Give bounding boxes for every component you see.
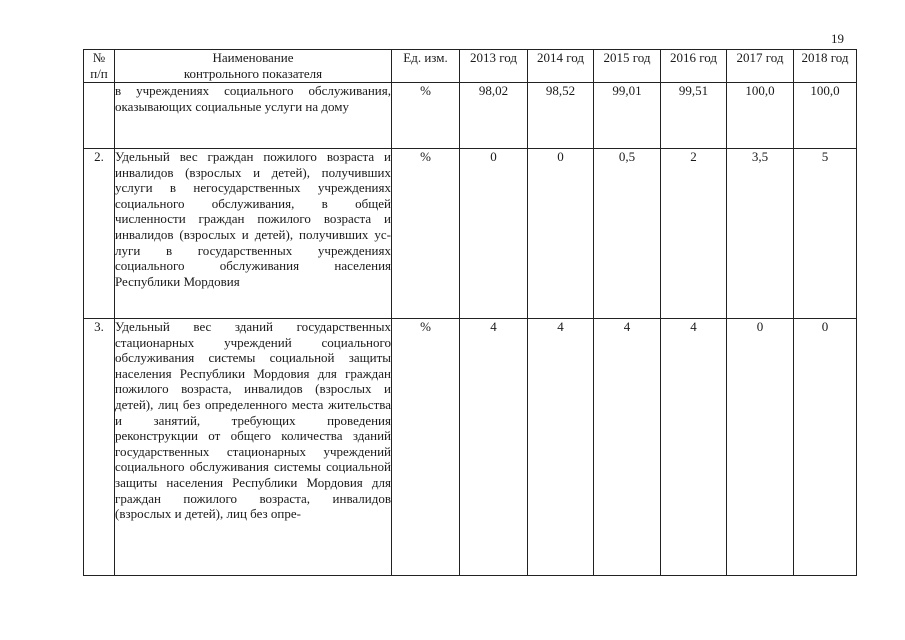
header-number-line2: п/п xyxy=(90,65,108,81)
value-2014: 0 xyxy=(528,149,594,319)
header-number-line1: № xyxy=(92,50,106,65)
table-row xyxy=(84,83,857,149)
unit-cell: % xyxy=(392,83,460,149)
indicators-table xyxy=(83,49,857,576)
header-year-2015: 2015 год xyxy=(594,50,661,83)
value-2014: 98,52 xyxy=(528,83,594,149)
value-2017: 100,0 xyxy=(727,83,794,149)
value-2018: 100,0 xyxy=(794,83,857,149)
value-2015: 99,01 xyxy=(594,83,661,149)
header-year-2014: 2014 год xyxy=(528,50,594,83)
header-year-2017: 2017 год xyxy=(727,50,794,83)
value-2013: 0 xyxy=(460,149,528,319)
value-2015: 0,5 xyxy=(594,149,661,319)
header-number xyxy=(84,50,115,83)
value-2016: 99,51 xyxy=(661,83,727,149)
value-2014: 4 xyxy=(528,319,594,576)
indicator-name: Удельный вес граждан пожилого возраста и инвалидов (взрослых и детей), получивших услуги в негосударственных учреждениях социального обслуживания, в общей численности граждан пожилого возраста и инвалидов (взрослых и детей), получивших услуги в государственных учреждениях социального обслуживания населения Республики Мордовия xyxy=(115,149,392,319)
value-2016: 2 xyxy=(661,149,727,319)
header-name-line1: Наименование xyxy=(212,50,294,65)
value-2013: 4 xyxy=(460,319,528,576)
header-year-2013: 2013 год xyxy=(460,50,528,83)
value-2018: 0 xyxy=(794,319,857,576)
indicator-name: в учреждениях социального обслуживания, оказывающих социальные услуги на дому xyxy=(115,83,392,149)
header-year-2016: 2016 год xyxy=(661,50,727,83)
indicator-name: Удельный вес зданий государственных стационарных учреждений социального обслуживания системы социальной защиты населения Республики Мордовия для граждан пожилого возраста, инвалидов (взрослых и детей), лиц без определенного места жительства и занятий, требующих проведения реконструкции от общего количества зданий государственных стационарных учреждений социального обслуживания системы социальной защиты населения Республики Мордовия для граждан пожилого возраста, инвалидов (взрослых и детей), лиц без опре- xyxy=(115,319,392,576)
page-number: 19 xyxy=(831,31,844,46)
value-2018: 5 xyxy=(794,149,857,319)
value-2017: 0 xyxy=(727,319,794,576)
value-2013: 98,02 xyxy=(460,83,528,149)
row-number xyxy=(84,83,115,149)
unit-cell: % xyxy=(392,149,460,319)
value-2017: 3,5 xyxy=(727,149,794,319)
value-2015: 4 xyxy=(594,319,661,576)
header-year-2018: 2018 год xyxy=(794,50,857,83)
row-number: 2. xyxy=(84,149,115,319)
header-indicator-name xyxy=(115,50,392,83)
unit-cell: % xyxy=(392,319,460,576)
header-name-line2: контрольного показателя xyxy=(183,65,323,81)
header-row xyxy=(84,50,857,83)
table-row xyxy=(84,319,857,576)
value-2016: 4 xyxy=(661,319,727,576)
table-row xyxy=(84,149,857,319)
header-unit: Ед. изм. xyxy=(392,50,460,83)
row-number: 3. xyxy=(84,319,115,576)
